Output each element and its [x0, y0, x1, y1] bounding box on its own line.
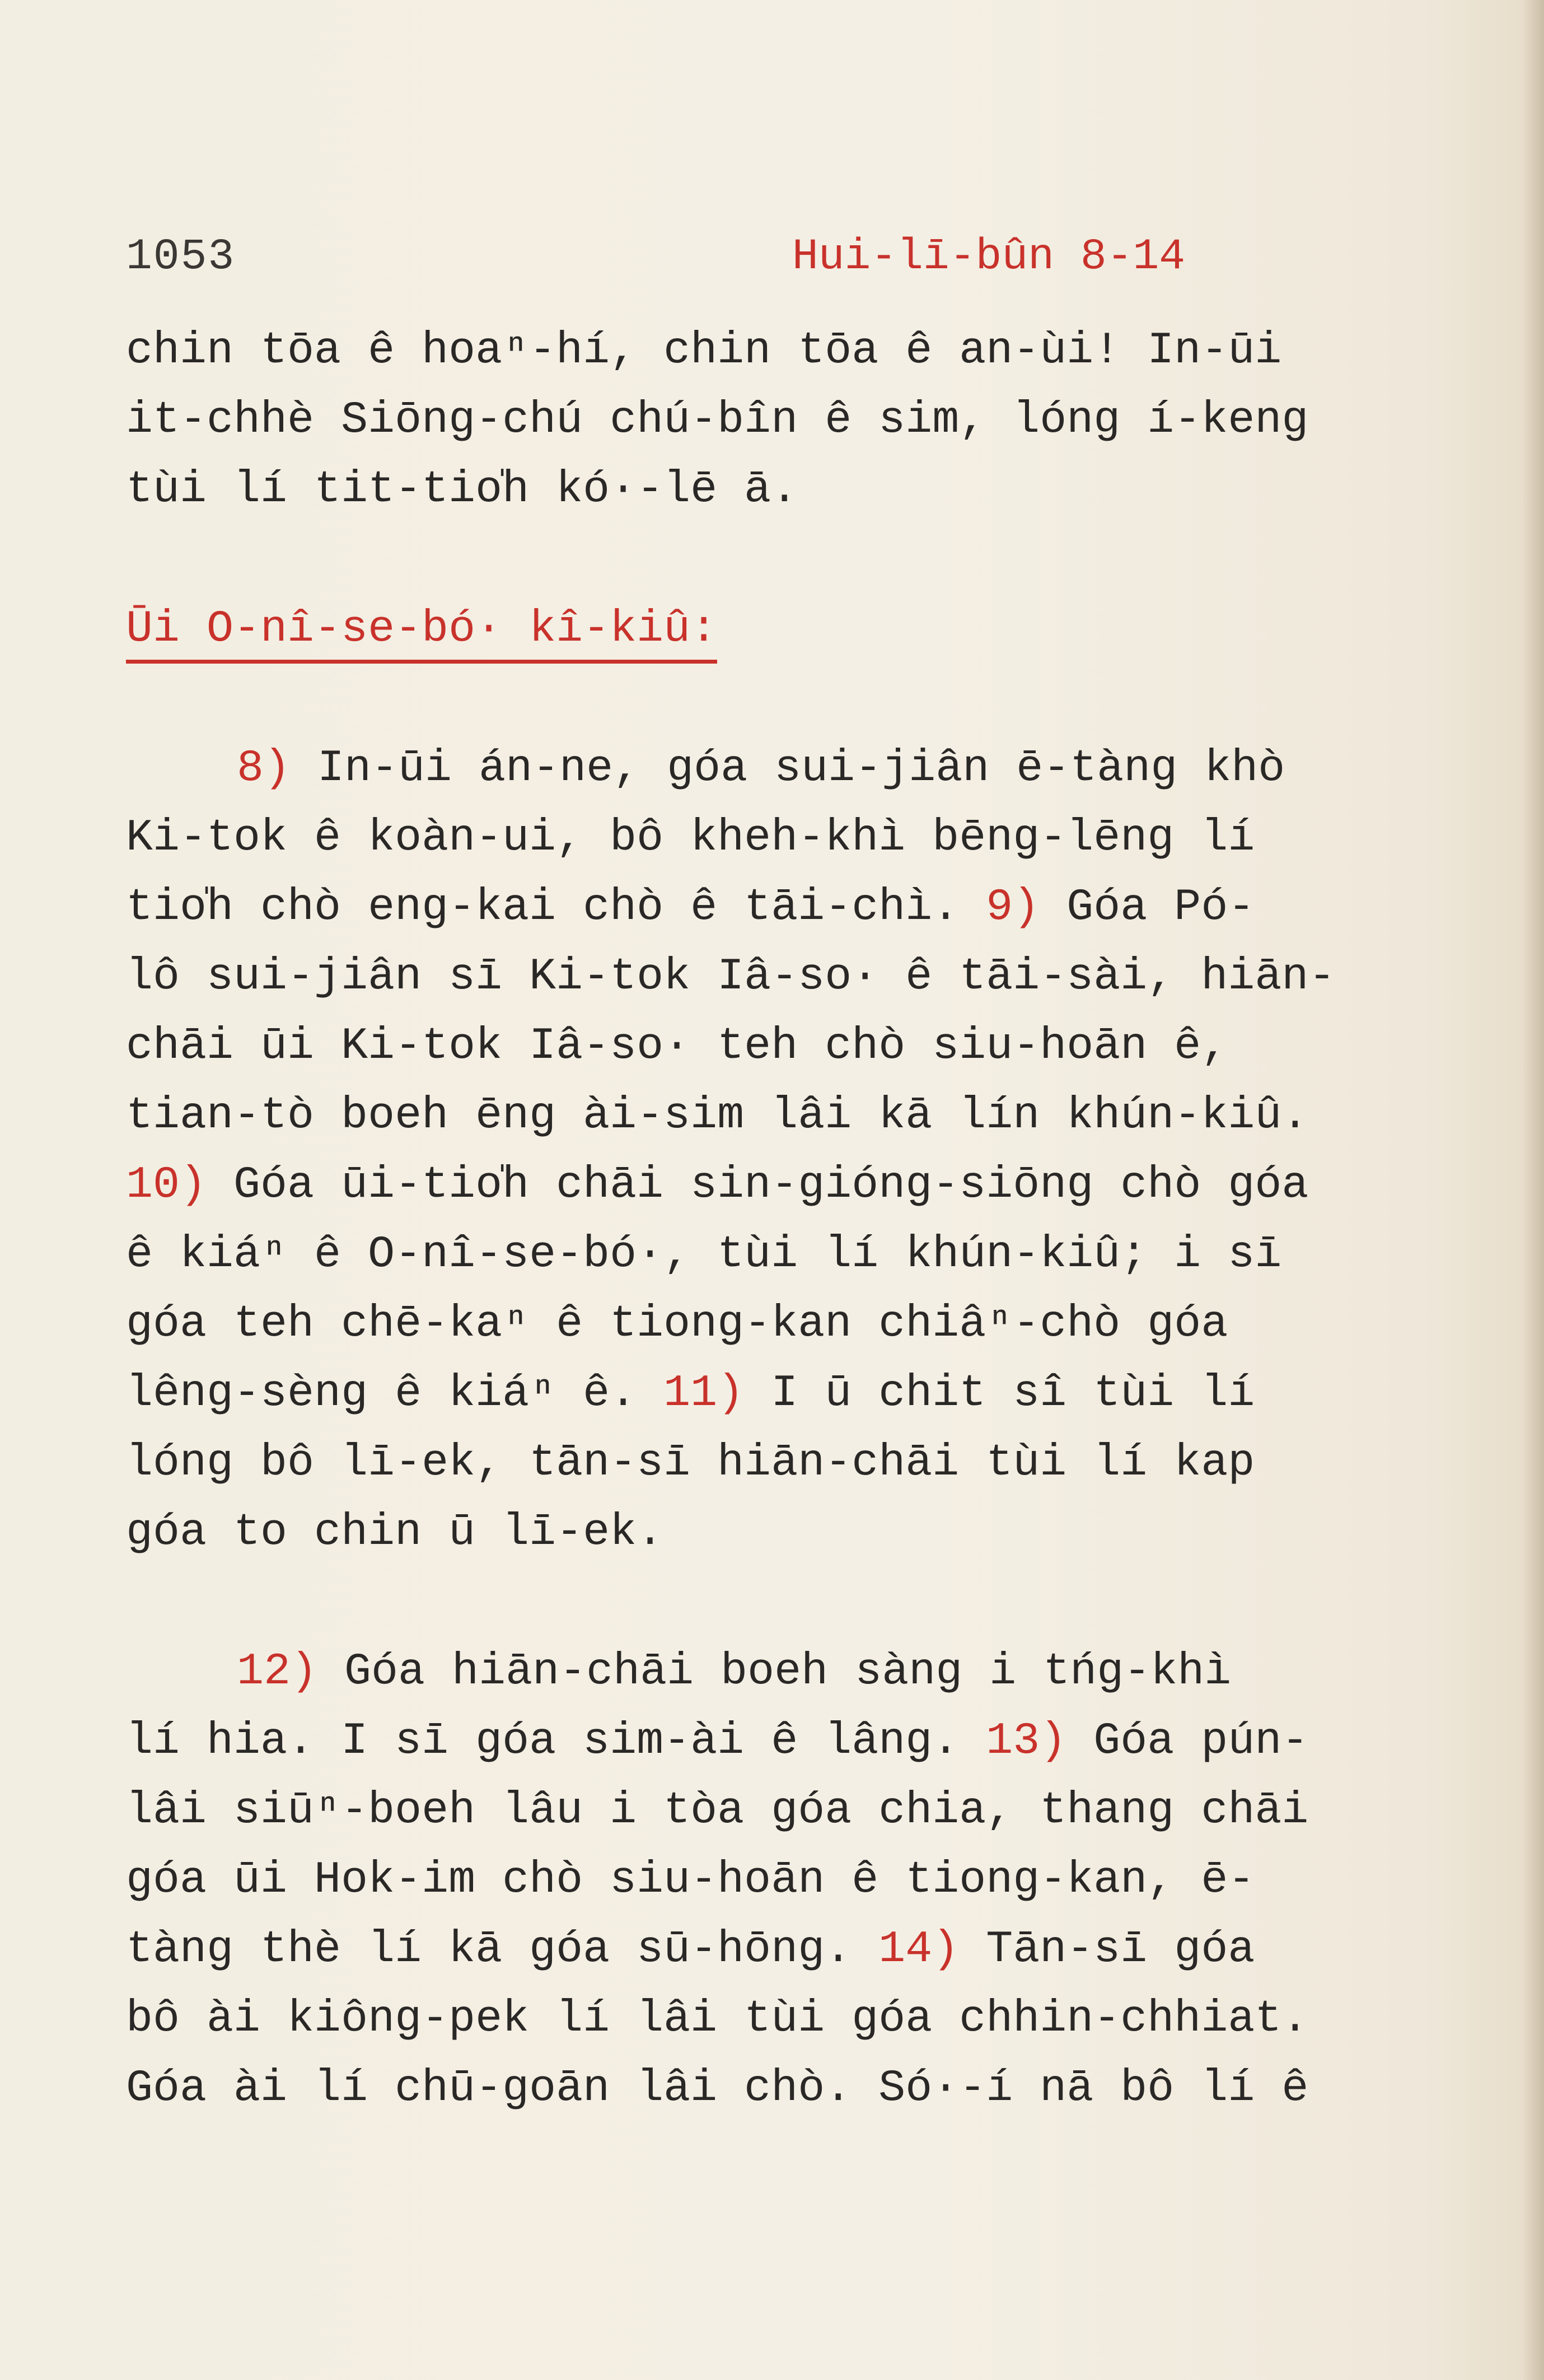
- text-line: Ki-tok ê koàn-ui, bô kheh-khì bēng-lēng lí: [126, 813, 1255, 864]
- verse-number: 10): [126, 1160, 207, 1211]
- text-line: bô ài kiông-pek lí lâi tùi góa chhin-chhiat.: [126, 1994, 1309, 2045]
- verse-number: 12): [237, 1646, 318, 1697]
- text-span: tàng thè lí kā góa sū-hōng.: [126, 1924, 879, 1975]
- running-head: Hui-lī-bûn 8-14: [792, 232, 1186, 282]
- verse-number: 14): [878, 1924, 960, 1975]
- verse-number: 11): [663, 1368, 745, 1419]
- text-span: tio̍h chò eng-kai chò ê tāi-chì.: [126, 882, 986, 933]
- verse-number: 8): [237, 743, 291, 794]
- text-line: lâi siūⁿ-boeh lâu i tòa góa chia, thang chāi: [126, 1785, 1309, 1836]
- text-line: chāi ūi Ki-tok Iâ-so· teh chò siu-hoān ê,: [126, 1021, 1228, 1072]
- text-span: lêng-sèng ê kiáⁿ ê.: [126, 1368, 664, 1419]
- text-line: [126, 873, 1402, 942]
- text-span: I ū chit sî tùi lí: [744, 1368, 1255, 1419]
- paragraph-gap: [126, 664, 1402, 734]
- text-line: góa to chin ū lī-ek.: [126, 1507, 664, 1558]
- text-line: [126, 1637, 1402, 1707]
- text-line: chin tōa ê hoaⁿ-hí, chin tōa ê an-ùi! In-ūi: [126, 325, 1282, 376]
- page-header: [126, 232, 1402, 294]
- text-line: tùi lí tit-tio̍h kó·-lē ā.: [126, 464, 798, 515]
- section-title-line: [126, 595, 1402, 664]
- text-line: lóng bô lī-ek, tān-sī hiān-chāi tùi lí kap: [126, 1438, 1255, 1488]
- body-text: [126, 316, 1402, 2124]
- text-line: [126, 1915, 1402, 1985]
- text-span: Góa ūi-tio̍h chāi sin-gióng-siōng chò góa: [207, 1160, 1309, 1211]
- text-line: [126, 1151, 1402, 1220]
- text-line: [126, 1707, 1402, 1776]
- text-span: In-ūi án-ne, góa sui-jiân ē-tàng khò: [291, 743, 1285, 794]
- text-line: [126, 734, 1402, 804]
- text-line: ê kiáⁿ ê O-nî-se-bó·, tùi lí khún-kiû; i sī: [126, 1229, 1282, 1280]
- text-line: it-chhè Siōng-chú chú-bîn ê sim, lóng í-keng: [126, 395, 1309, 446]
- paragraph-gap: [126, 1567, 1402, 1637]
- text-span: Góa hiān-chāi boeh sàng i tńg-khì: [317, 1646, 1232, 1697]
- verse-number: 9): [986, 882, 1040, 933]
- text-line: góa ūi Hok-im chò siu-hoān ê tiong-kan, ē-: [126, 1855, 1255, 1906]
- text-line: [126, 1359, 1402, 1429]
- page-edge-shadow: [1522, 0, 1544, 2380]
- text-line: Góa ài lí chū-goān lâi chò. Só·-í nā bô lí ê: [126, 2063, 1309, 2114]
- text-span: Góa Pó-: [1040, 882, 1255, 933]
- text-line: góa teh chē-kaⁿ ê tiong-kan chiâⁿ-chò góa: [126, 1299, 1228, 1350]
- text-line: tian-tò boeh ēng ài-sim lâi kā lín khún-kiû.: [126, 1090, 1309, 1141]
- text-span: lí hia. I sī góa sim-ài ê lâng.: [126, 1716, 986, 1767]
- verse-number: 13): [986, 1716, 1067, 1767]
- text-span: Tān-sī góa: [959, 1924, 1255, 1975]
- section-title: Ūi O-nî-se-bó· kî-kiû:: [126, 601, 717, 664]
- text-span: Góa pún-: [1066, 1716, 1309, 1767]
- paragraph-gap: [126, 525, 1402, 595]
- text-line: lô sui-jiân sī Ki-tok Iâ-so· ê tāi-sài, hiān-: [126, 951, 1336, 1002]
- page-number: 1053: [126, 232, 236, 282]
